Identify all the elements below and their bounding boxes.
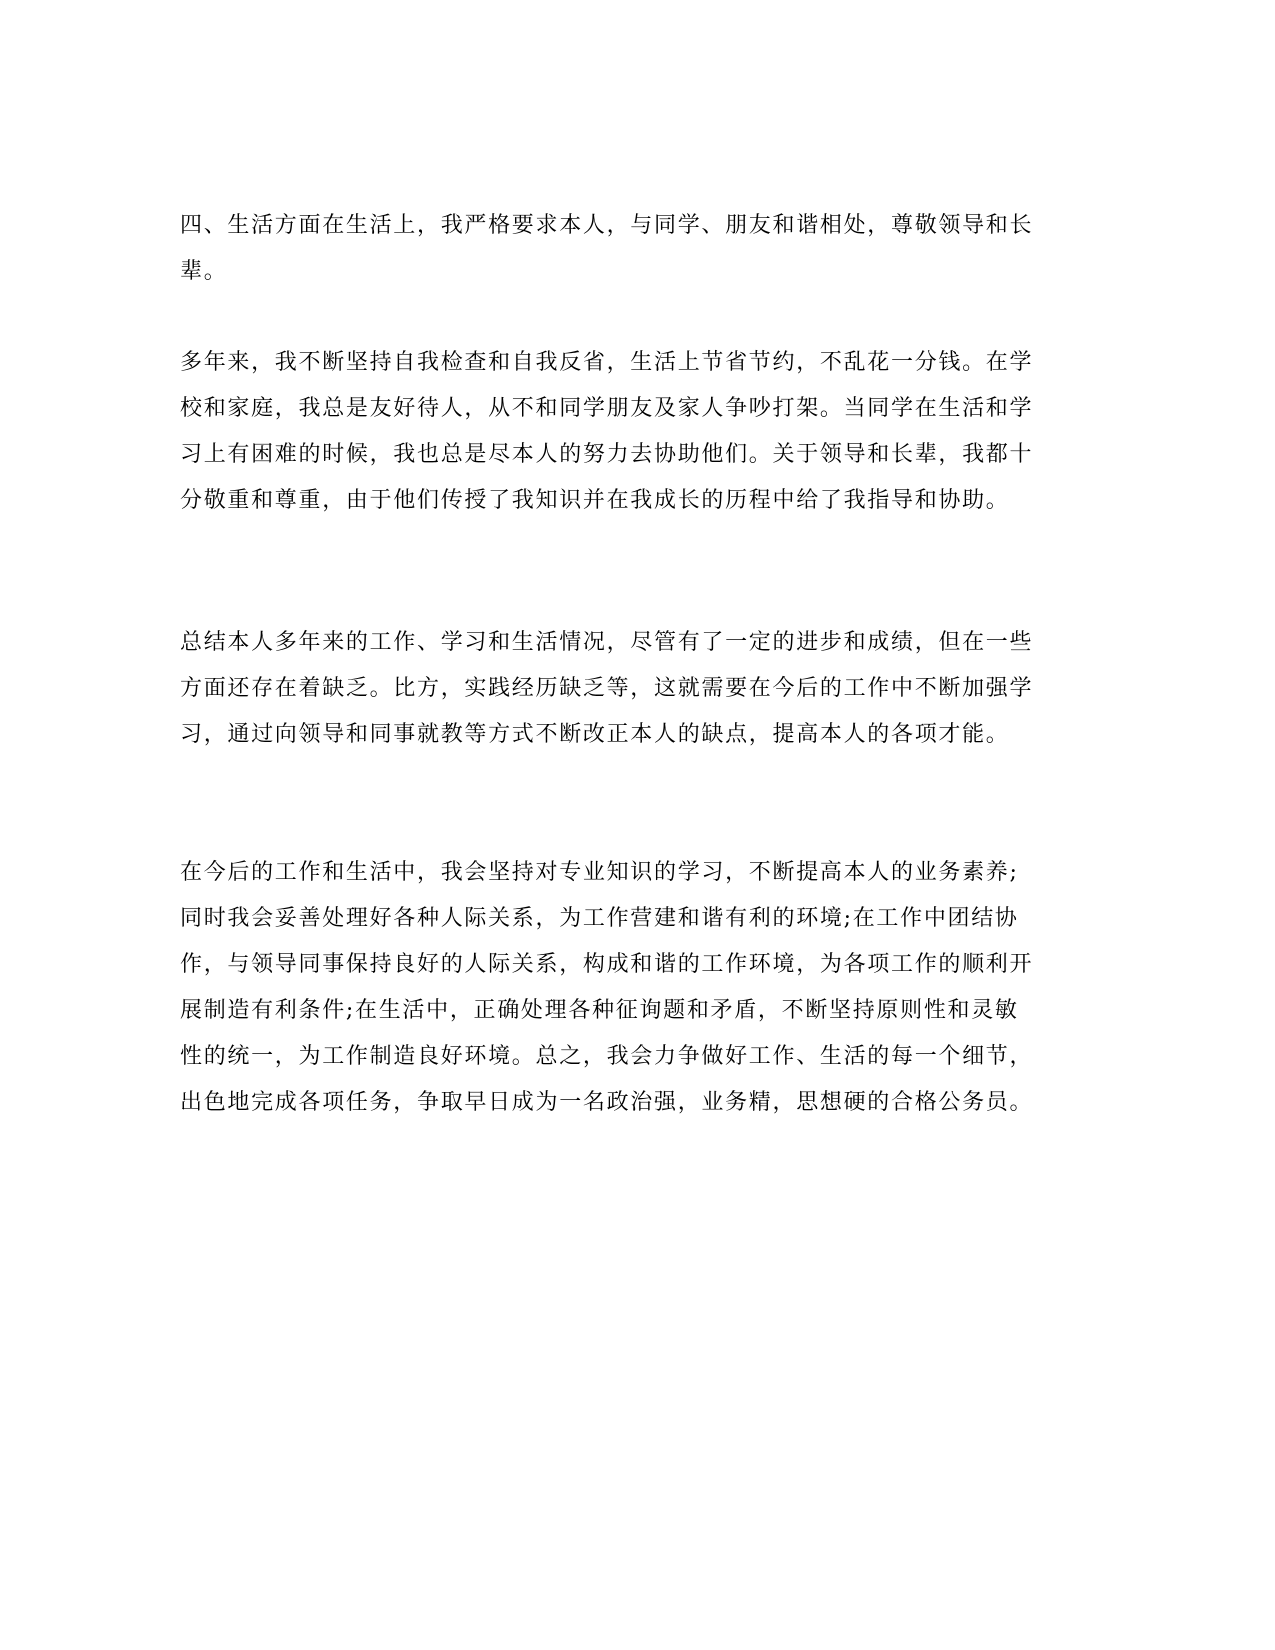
- paragraph-self-reflection: 多年来，我不断坚持自我检查和自我反省，生活上节省节约，不乱花一分钱。在学校和家庭，我总是友好待人，从不和同学朋友及家人争吵打架。当同学在生活和学习上有困难的时候，我也总是尽本人的努力去协助他们。关于领导和长辈，我都十分敬重和尊重，由于他们传授了我知识并在我成长的历程中给了我指导和协助。: [180, 350, 1034, 513]
- paragraph-life-aspect: 四、生活方面在生活上，我严格要求本人，与同学、朋友和谐相处，尊敬领导和长辈。: [180, 213, 1034, 284]
- paragraph-future-plans: 在今后的工作和生活中，我会坚持对专业知识的学习，不断提高本人的业务素养;同时我会妥善处理好各种人际关系，为工作营建和谐有利的环境;在工作中团结协作，与领导同事保持良好的人际关系，构成和谐的工作环境，为各项工作的顺利开展制造有利条件;在生活中，正确处理各种征询题和矛盾，不断坚持原则性和灵敏性的统一，为工作制造良好环境。总之，我会力争做好工作、生活的每一个细节，出色地完成各项任务，争取早日成为一名政治强，业务精，思想硬的合格公务员。: [180, 860, 1034, 1115]
- paragraph-summary: 总结本人多年来的工作、学习和生活情况，尽管有了一定的进步和成绩，但在一些方面还存在着缺乏。比方，实践经历缺乏等，这就需要在今后的工作中不断加强学习，通过向领导和同事就教等方式不断改正本人的缺点，提高本人的各项才能。: [180, 630, 1034, 747]
